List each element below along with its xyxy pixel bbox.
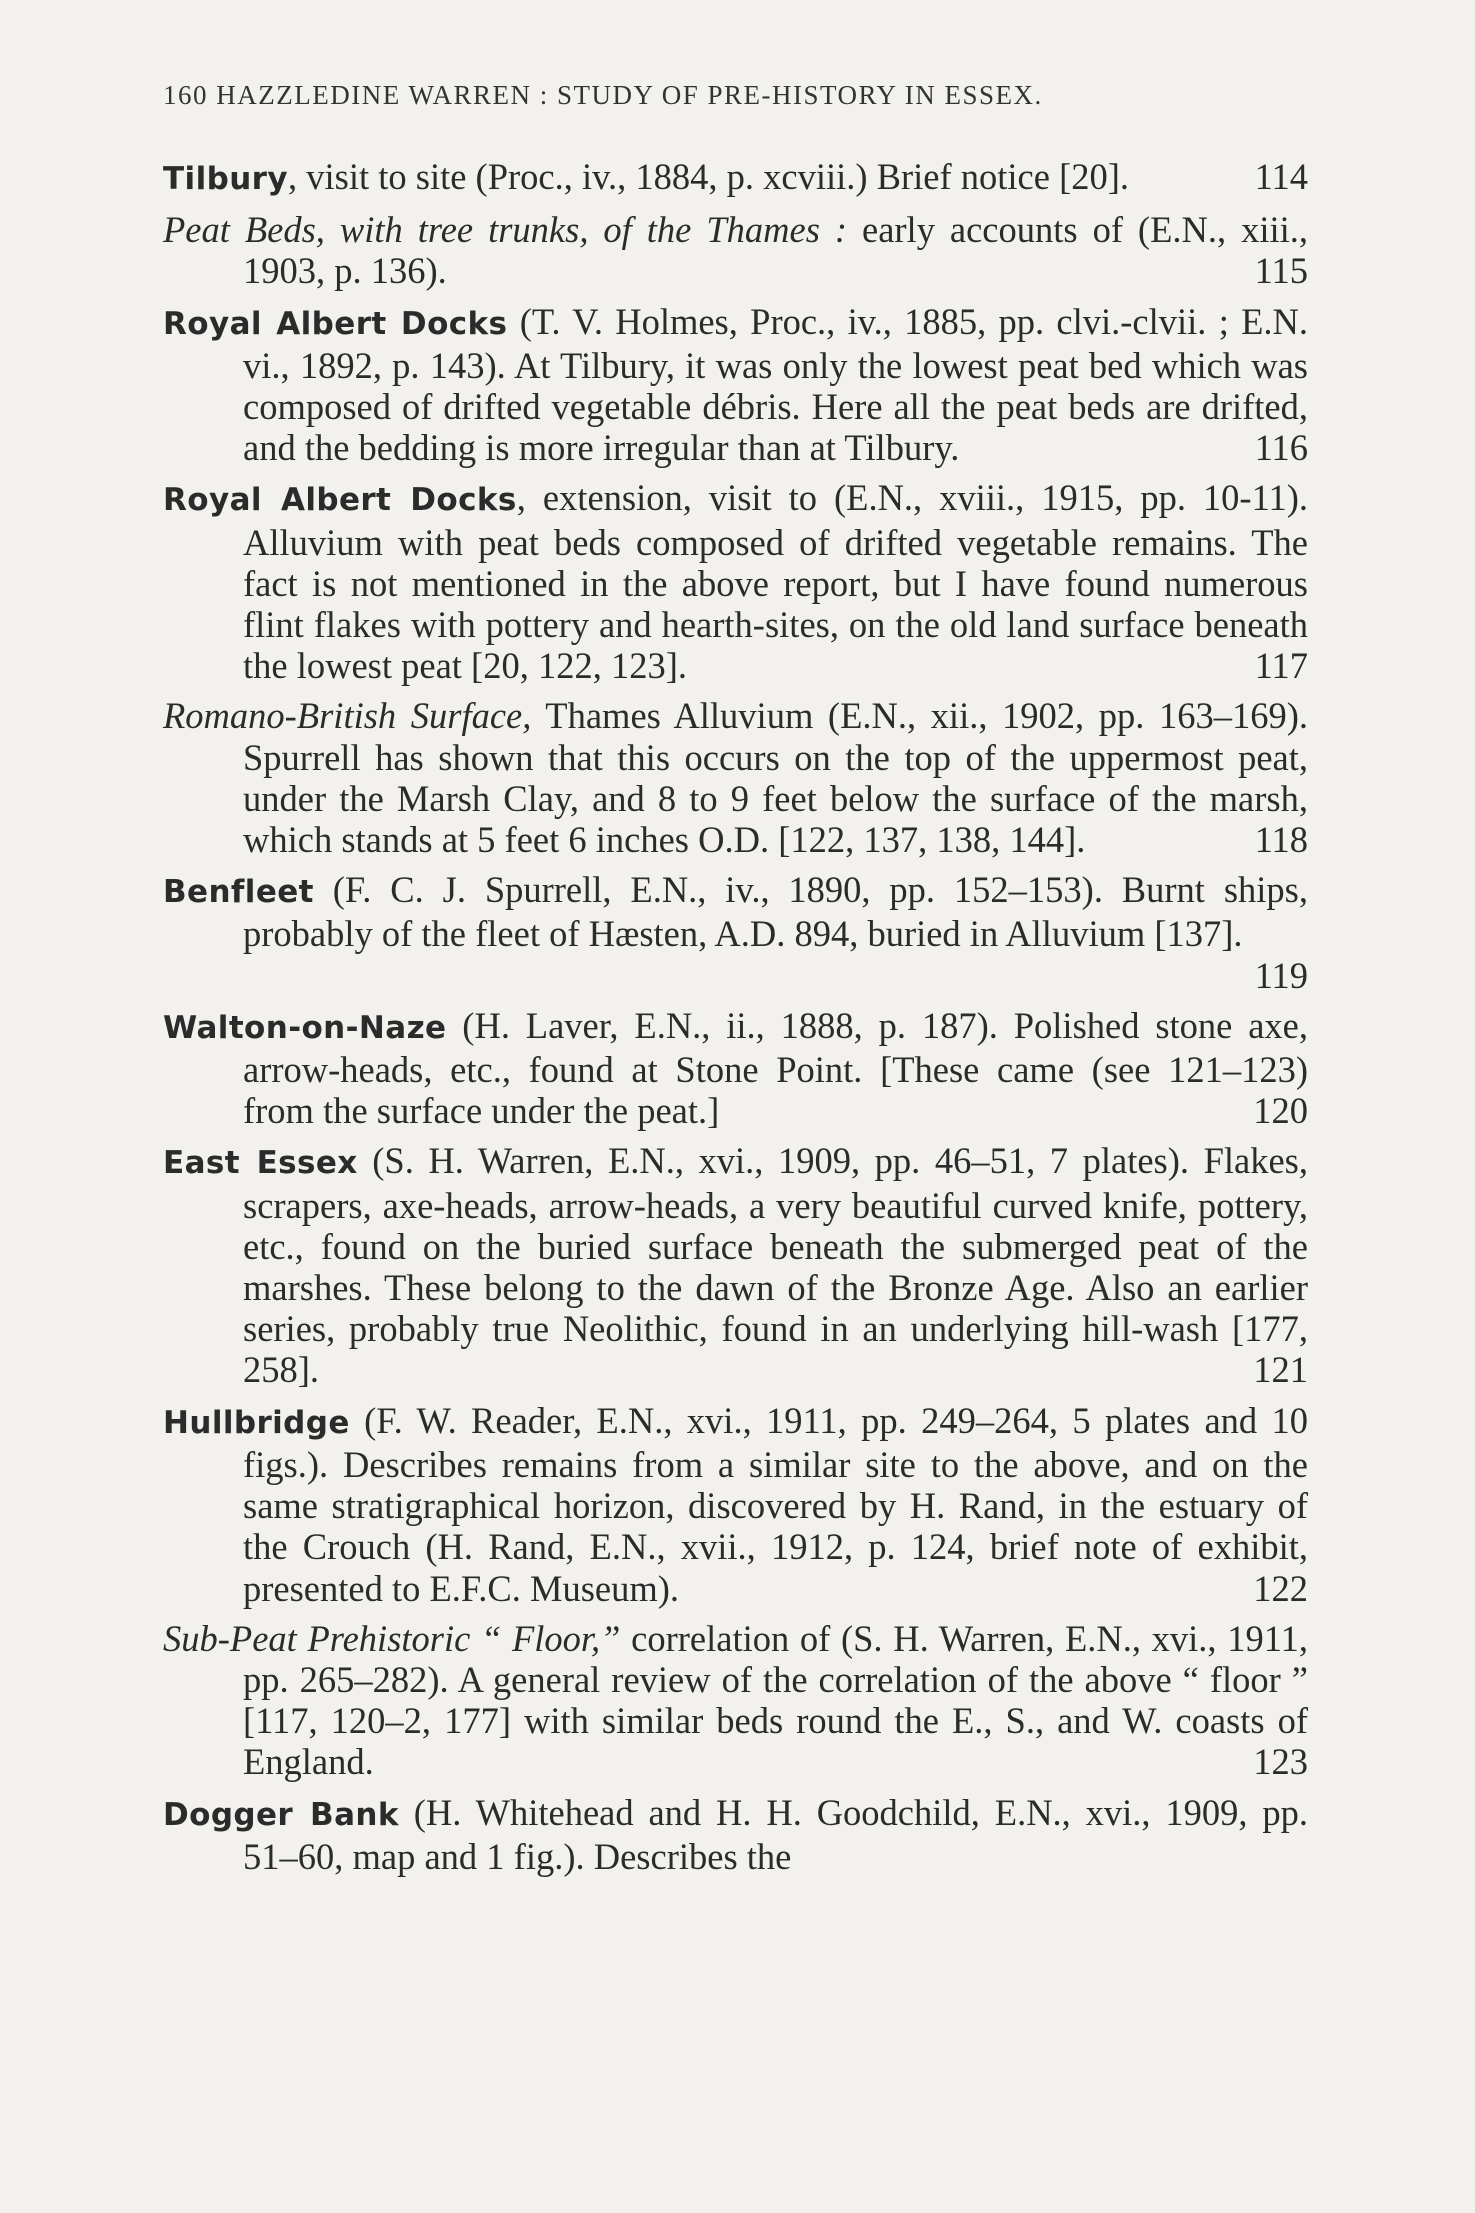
entry-heading: Romano-British Surface, xyxy=(163,695,532,737)
entry-text: (F. C. J. Spurrell, E.N., iv., 1890, pp. 152–153). Burnt ships, probably of the fleet of Hæsten, A.D. 894, buried in Alluvium [137]. xyxy=(243,869,1308,955)
entry-heading: East Essex xyxy=(163,1145,358,1182)
entry-text: (H. Whitehead and H. H. Goodchild, E.N., xvi., 1909, pp. 51–60, map and 1 fig.). Describes the xyxy=(243,1791,1308,1877)
entry-heading: Benfleet xyxy=(163,874,314,911)
bibliography-entry xyxy=(163,1792,1308,1877)
entry-number: 123 xyxy=(1253,1741,1308,1783)
entry-heading: Tilbury xyxy=(163,161,288,197)
entry-text: (T. V. Holmes, Proc., iv., 1885, pp. clvi.-clvii. ; E.N. vi., 1892, p. 143). At Tilbury, it was only the lowest peat bed which was composed of drifted vegetable débris. Here all the peat beds are drifted, and the bedding is more irregular than at Tilbury. xyxy=(243,300,1309,469)
bibliography-entry xyxy=(163,477,1308,686)
entry-text: (F. W. Reader, E.N., xvi., 1911, pp. 249–264, 5 plates and 10 figs.). Describes remains from a similar site to the above, and on the same stratigraphical horizon, discovered by H. Rand, in the estuary of the Crouch (H. Rand, E.N., xvii., 1912, p. 124, brief note of exhibit, presented to E.F.C. Museum). xyxy=(243,1399,1308,1609)
entry-heading: Walton-on-Naze xyxy=(163,1009,447,1046)
bibliography-list xyxy=(163,156,1308,1886)
entry-number: 117 xyxy=(1254,645,1308,687)
entry-text: (S. H. Warren, E.N., xvi., 1909, pp. 46–51, 7 plates). Flakes, scrapers, axe-heads, arrow-heads, a very beautiful curved knife, pottery, etc., found on the buried surface beneath the submerged peat of the marshes. These belong to the dawn of the Bronze Age. Also an earlier series, probably true Neolithic, found in an underlying hill-wash [177, 258]. xyxy=(243,1140,1308,1391)
bibliography-entry xyxy=(163,1618,1308,1783)
entry-text: , visit to site (Proc., iv., 1884, p. xcviii.) Brief notice [20]. xyxy=(287,156,1130,197)
entry-heading: Peat Beds, with tree trunks, of the Thames : xyxy=(163,209,848,251)
entry-number: 119 xyxy=(1254,954,1308,996)
entry-number: 116 xyxy=(1254,427,1308,469)
bibliography-entry xyxy=(163,1005,1308,1132)
entry-number: 114 xyxy=(1254,156,1308,197)
bibliography-entry xyxy=(163,1400,1308,1609)
entry-number: 122 xyxy=(1253,1567,1308,1609)
bibliography-entry xyxy=(163,209,1308,291)
entry-heading: Royal Albert Docks xyxy=(163,482,517,519)
bibliography-entry xyxy=(163,156,1308,200)
entry-heading: Royal Albert Docks xyxy=(163,305,508,342)
entry-text: Thames Alluvium (E.N., xii., 1902, pp. 163–169). Spurrell has shown that this occurs on the top of the uppermost peat, under the Marsh Clay, and 8 to 9 feet below the surface of the marsh, which stands at 5 feet 6 inches O.D. [122, 137, 138, 144]. xyxy=(243,695,1308,861)
entry-number: 121 xyxy=(1253,1349,1308,1391)
entry-number: 120 xyxy=(1253,1090,1308,1132)
bibliography-entry xyxy=(163,301,1308,469)
entry-number: 118 xyxy=(1254,819,1308,861)
entry-heading: Sub-Peat Prehistoric “ Floor,” xyxy=(163,1617,621,1659)
entry-heading: Dogger Bank xyxy=(163,1796,399,1833)
entry-text: early accounts of (E.N., xiii., 1903, p. 136). xyxy=(243,209,1309,292)
bibliography-entry xyxy=(163,869,1308,996)
entry-text: , extension, visit to (E.N., xviii., 1915, pp. 10-11). Alluvium with peat beds composed of drifted vegetable remains. The fact is not mentioned in the above report, but I have found numerous flint flakes with pottery and hearth-sites, on the old land surface beneath the lowest peat [20, 122, 123]. xyxy=(243,477,1308,687)
bibliography-entry xyxy=(163,695,1308,860)
bibliography-entry xyxy=(163,1140,1308,1390)
entry-text: (H. Laver, E.N., ii., 1888, p. 187). Polished stone axe, arrow-heads, etc., found at Stone Point. [These came (see 121–123) from the surface under the peat.] xyxy=(243,1004,1308,1132)
entry-text: correlation of (S. H. Warren, E.N., xvi., 1911, pp. 265–282). A general review of the correlation of the above “ floor ” [117, 120–2, 177] with similar beds round the E., S., and W. coasts of England. xyxy=(243,1617,1308,1783)
entry-number: 115 xyxy=(1254,250,1308,292)
entry-heading: Hullbridge xyxy=(163,1404,350,1441)
running-header: 160 HAZZLEDINE WARREN : STUDY OF PRE-HISTORY IN ESSEX. xyxy=(163,80,1043,110)
